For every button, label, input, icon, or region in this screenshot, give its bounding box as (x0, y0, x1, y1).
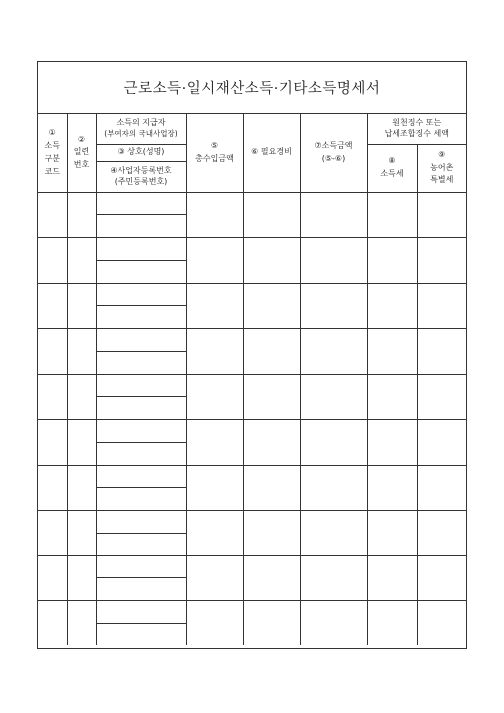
cell-trade-name[interactable] (96, 328, 186, 351)
cell-special-tax[interactable] (417, 419, 466, 465)
cell-special-tax[interactable] (417, 555, 466, 600)
table-row (38, 374, 466, 396)
cell-total-income[interactable] (186, 600, 243, 645)
table-row (38, 600, 466, 623)
cell-special-tax[interactable] (417, 283, 466, 328)
cell-trade-name[interactable] (96, 510, 186, 533)
cell-trade-name[interactable] (96, 283, 186, 305)
cell-income-amount[interactable] (300, 419, 367, 465)
cell-special-tax[interactable] (417, 328, 466, 374)
cell-special-tax[interactable] (417, 600, 466, 645)
cell-total-income[interactable] (186, 555, 243, 600)
cell-registration-number[interactable] (96, 214, 186, 237)
cell-income-tax[interactable] (367, 237, 417, 283)
cell-income-tax[interactable] (367, 510, 417, 555)
cell-income-code[interactable] (38, 600, 67, 645)
cell-serial-number[interactable] (67, 419, 96, 465)
cell-expenses[interactable] (243, 192, 300, 237)
cell-expenses[interactable] (243, 419, 300, 465)
cell-income-code[interactable] (38, 510, 67, 555)
cell-total-income[interactable] (186, 283, 243, 328)
header-expenses: ⑥ 필요경비 (243, 114, 300, 192)
header-total-income: ⑤ 총수입금액 (186, 114, 243, 192)
header-income-amount: ⑦소득금액 (⑤-⑥) (300, 114, 367, 192)
cell-trade-name[interactable] (96, 465, 186, 487)
cell-expenses[interactable] (243, 510, 300, 555)
table-row (38, 192, 466, 214)
cell-total-income[interactable] (186, 419, 243, 465)
header-serial-number: ② 일련 번호 (67, 114, 96, 192)
cell-registration-number[interactable] (96, 442, 186, 465)
form-title: 근로소득·일시재산소득·기타소득명세서 (38, 62, 466, 114)
header-payer: 소득의 지급자 (부여자의 국내사업장) (96, 114, 186, 144)
cell-special-tax[interactable] (417, 465, 466, 510)
cell-income-amount[interactable] (300, 328, 367, 374)
cell-income-code[interactable] (38, 374, 67, 419)
cell-total-income[interactable] (186, 465, 243, 510)
cell-trade-name[interactable] (96, 192, 186, 214)
cell-special-tax[interactable] (417, 237, 466, 283)
header-income-code: ① 소득 구분 코드 (38, 114, 67, 192)
cell-serial-number[interactable] (67, 510, 96, 555)
cell-expenses[interactable] (243, 237, 300, 283)
header-registration-number: ④사업자등록번호 (주민등록번호) (96, 161, 186, 192)
cell-registration-number[interactable] (96, 623, 186, 645)
cell-trade-name[interactable] (96, 600, 186, 623)
cell-serial-number[interactable] (67, 374, 96, 419)
cell-income-code[interactable] (38, 328, 67, 374)
cell-expenses[interactable] (243, 555, 300, 600)
cell-income-amount[interactable] (300, 555, 367, 600)
cell-income-amount[interactable] (300, 510, 367, 555)
cell-trade-name[interactable] (96, 555, 186, 577)
cell-expenses[interactable] (243, 328, 300, 374)
cell-serial-number[interactable] (67, 555, 96, 600)
cell-registration-number[interactable] (96, 533, 186, 555)
cell-serial-number[interactable] (67, 192, 96, 237)
cell-income-code[interactable] (38, 419, 67, 465)
cell-income-code[interactable] (38, 283, 67, 328)
cell-expenses[interactable] (243, 465, 300, 510)
cell-income-tax[interactable] (367, 374, 417, 419)
table-row (38, 510, 466, 533)
cell-expenses[interactable] (243, 600, 300, 645)
income-statement-table (38, 114, 466, 645)
cell-total-income[interactable] (186, 237, 243, 283)
form-frame (37, 61, 467, 649)
cell-serial-number[interactable] (67, 237, 96, 283)
cell-special-tax[interactable] (417, 510, 466, 555)
cell-income-code[interactable] (38, 465, 67, 510)
cell-serial-number[interactable] (67, 600, 96, 645)
cell-special-tax[interactable] (417, 192, 466, 237)
header-trade-name: ③ 상호(성명) (96, 144, 186, 161)
table-row (38, 555, 466, 577)
cell-income-tax[interactable] (367, 283, 417, 328)
table-row (38, 465, 466, 487)
cell-registration-number[interactable] (96, 396, 186, 419)
cell-income-amount[interactable] (300, 192, 367, 237)
cell-income-tax[interactable] (367, 555, 417, 600)
table-row (38, 328, 466, 351)
cell-total-income[interactable] (186, 192, 243, 237)
table-row (38, 237, 466, 260)
cell-total-income[interactable] (186, 510, 243, 555)
cell-trade-name[interactable] (96, 419, 186, 442)
cell-trade-name[interactable] (96, 237, 186, 260)
cell-income-amount[interactable] (300, 465, 367, 510)
cell-income-tax[interactable] (367, 419, 417, 465)
cell-expenses[interactable] (243, 283, 300, 328)
cell-income-code[interactable] (38, 237, 67, 283)
header-income-tax: ⑧ 소득세 (367, 144, 417, 192)
cell-serial-number[interactable] (67, 283, 96, 328)
table-row (38, 283, 466, 305)
cell-trade-name[interactable] (96, 374, 186, 396)
cell-serial-number[interactable] (67, 328, 96, 374)
cell-income-tax[interactable] (367, 328, 417, 374)
cell-registration-number[interactable] (96, 487, 186, 510)
cell-registration-number[interactable] (96, 305, 186, 328)
cell-income-amount[interactable] (300, 374, 367, 419)
cell-serial-number[interactable] (67, 465, 96, 510)
header-withholding-tax: 원천징수 또는 납세조합징수 세액 (367, 114, 466, 144)
cell-total-income[interactable] (186, 374, 243, 419)
cell-income-tax[interactable] (367, 465, 417, 510)
cell-income-amount[interactable] (300, 600, 367, 645)
cell-registration-number[interactable] (96, 260, 186, 283)
cell-income-code[interactable] (38, 555, 67, 600)
cell-income-code[interactable] (38, 192, 67, 237)
cell-special-tax[interactable] (417, 374, 466, 419)
cell-income-amount[interactable] (300, 237, 367, 283)
cell-income-tax[interactable] (367, 600, 417, 645)
cell-expenses[interactable] (243, 374, 300, 419)
cell-registration-number[interactable] (96, 351, 186, 374)
table-row (38, 419, 466, 442)
header-special-tax: ⑨ 농어촌 특별세 (417, 144, 466, 192)
cell-income-tax[interactable] (367, 192, 417, 237)
cell-income-amount[interactable] (300, 283, 367, 328)
cell-registration-number[interactable] (96, 577, 186, 600)
cell-total-income[interactable] (186, 328, 243, 374)
